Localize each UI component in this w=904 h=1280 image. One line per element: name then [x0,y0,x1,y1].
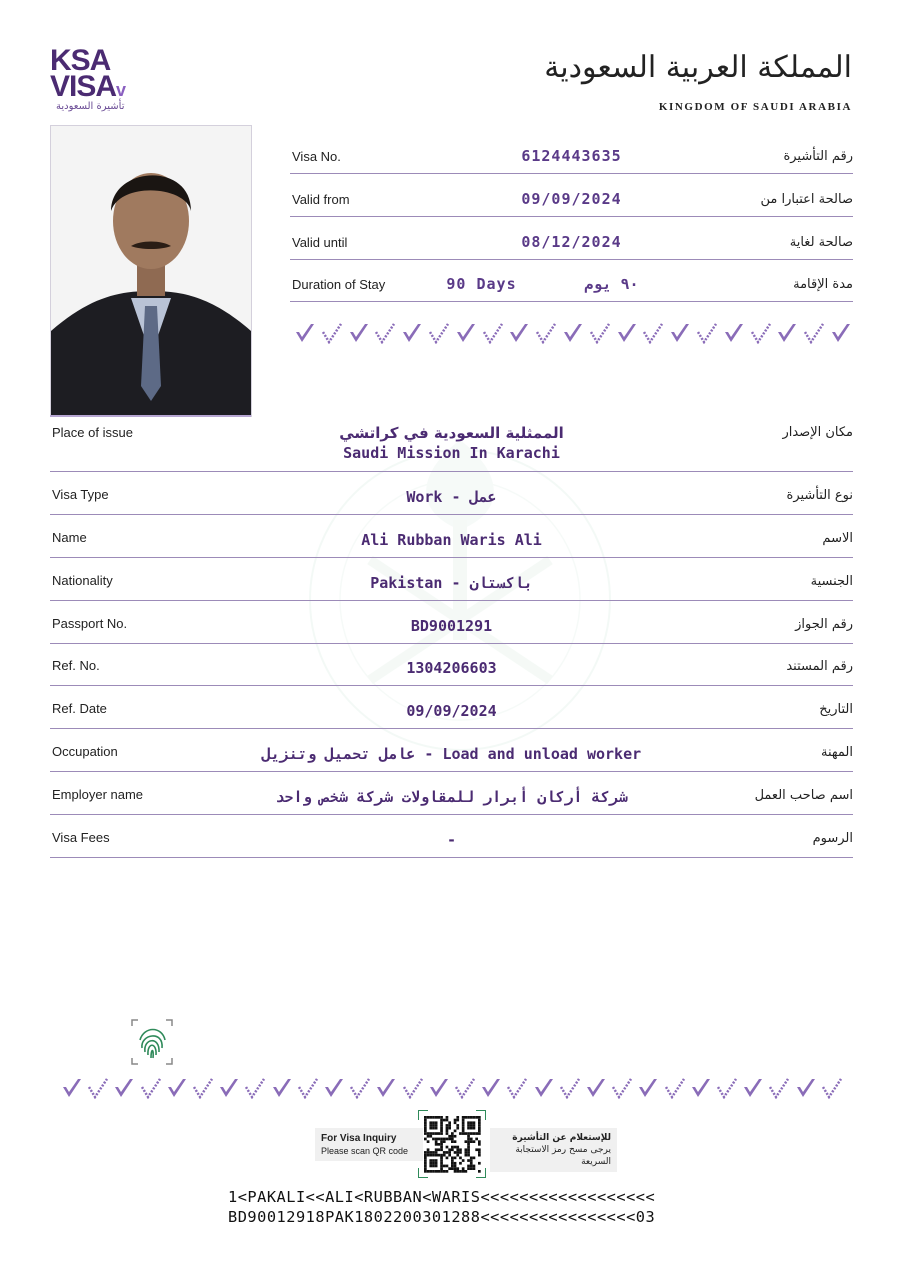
check-mark-icon [88,1077,108,1099]
ref-date-label-ar: التاريخ [819,702,853,717]
check-mark-icon [697,322,717,344]
occupation-row [50,729,853,772]
check-mark-icon [612,1077,632,1099]
check-mark-icon [350,1077,370,1099]
place-of-issue-row [50,420,853,472]
inquiry-box-en [315,1128,423,1161]
kingdom-english-title: KINGDOM OF SAUDI ARABIA [658,101,852,113]
qr-code-icon[interactable] [418,1110,486,1178]
check-mark-icon [796,1077,816,1099]
valid-from-value: 09/09/2024 [521,190,622,208]
check-mark-icon [349,322,369,344]
occupation-label: Occupation [52,744,118,759]
check-mark-icon [638,1077,658,1099]
check-mark-icon [769,1077,789,1099]
check-mark-icon [483,322,503,344]
ref-no-label-ar: رقم المستند [786,659,853,674]
visa-fees-label: Visa Fees [52,830,110,845]
check-mark-icon [429,1077,449,1099]
name-label-ar: الاسم [822,531,853,546]
visa-type-value: Work - عمل [406,488,497,506]
check-mark-icon [743,1077,763,1099]
check-mark-icon [376,1077,396,1099]
visa-fees-value: - [446,831,457,849]
duration-label-ar: مدة الإقامة [793,277,853,292]
check-mark-icon [298,1077,318,1099]
mrz-line-1: 1<PAKALI<<ALI<RUBBAN<WARIS<<<<<<<<<<<<<<<<<< [228,1188,656,1206]
duration-value: 90 Days [446,275,517,293]
place-of-issue-label: Place of issue [52,425,133,440]
check-mark-icon [375,322,395,344]
place-of-issue-label-ar: مكان الإصدار [782,425,853,440]
ksa-logo-line2: VISA [50,70,117,103]
check-mark-icon [643,322,663,344]
check-mark-icon [563,322,583,344]
inquiry-sub-en: Please scan QR code [321,1146,409,1156]
check-mark-icon [403,1077,423,1099]
check-mark-icon [272,1077,292,1099]
visa-fees-row [50,815,853,858]
ref-no-label: Ref. No. [52,658,100,673]
place-of-issue-value-ar: الممثلية السعودية في كراتشي [339,424,564,442]
check-mark-icon [717,1077,737,1099]
visa-type-row [50,472,853,515]
passport-row [50,601,853,644]
nationality-value: Pakistan - باكستان [370,574,533,592]
visa-number-label: Visa No. [292,149,341,164]
check-mark-icon [295,322,315,344]
check-strip-top [295,322,851,344]
check-mark-icon [751,322,771,344]
check-mark-icon [804,322,824,344]
check-mark-icon [586,1077,606,1099]
check-mark-icon [456,322,476,344]
duration-value-ar: ٩٠ يوم [584,275,639,293]
check-mark-icon [507,1077,527,1099]
check-mark-icon [560,1077,580,1099]
check-mark-icon [322,322,342,344]
visa-number-label-ar: رقم التأشيرة [783,149,853,164]
ksa-visa-logo: KSA VISAv [50,44,126,103]
passport-value: BD9001291 [410,617,493,635]
check-mark-icon [167,1077,187,1099]
photo-divider [50,415,251,417]
check-mark-icon [536,322,556,344]
check-mark-icon [141,1077,161,1099]
holder-photo [50,125,252,417]
check-mark-icon [831,322,851,344]
check-mark-icon [114,1077,134,1099]
valid-until-label-ar: صالحة لغاية [789,235,853,250]
name-label: Name [52,530,87,545]
employer-label-ar: اسم صاحب العمل [754,788,853,803]
valid-from-row [290,174,853,217]
duration-label: Duration of Stay [292,277,386,292]
check-mark-icon [429,322,449,344]
duration-row [290,259,853,302]
check-mark-icon [481,1077,501,1099]
ksa-logo-line1: KSA [50,44,111,77]
ksa-logo-subtitle: تأشيرة السعودية [56,101,125,112]
employer-label: Employer name [52,787,144,802]
check-mark-icon [670,322,690,344]
employer-value: شركة أركان أبرار للمقاولات شركة شخص واحد [275,788,628,806]
visa-type-label: Visa Type [52,487,109,502]
valid-until-row [290,217,853,260]
passport-label-ar: رقم الجواز [795,617,853,632]
visa-fees-label-ar: الرسوم [812,831,853,846]
ref-no-value: 1304206603 [406,659,497,677]
check-mark-icon [402,322,422,344]
valid-until-label: Valid until [292,235,348,250]
check-mark-icon [509,322,529,344]
place-of-issue-value-en: Saudi Mission In Karachi [343,444,560,462]
valid-until-value: 08/12/2024 [521,233,622,251]
check-mark-icon [590,322,610,344]
kingdom-arabic-title: المملكة العربية السعودية [544,50,852,85]
check-mark-icon [193,1077,213,1099]
check-mark-icon [455,1077,475,1099]
ref-date-label: Ref. Date [52,701,107,716]
ref-no-row [50,643,853,686]
check-mark-icon [324,1077,344,1099]
name-row [50,515,853,558]
check-mark-icon [617,322,637,344]
check-mark-icon [724,322,744,344]
mrz-line-2: BD90012918PAK1802200301288<<<<<<<<<<<<<<<<03 [228,1208,656,1226]
check-mark-icon [777,322,797,344]
employer-row [50,772,853,815]
nationality-row [50,558,853,601]
inquiry-sub-ar: يرجى مسح رمز الاستجابة السريعة [515,1145,611,1167]
check-mark-icon [665,1077,685,1099]
visa-number-row [290,131,853,174]
check-mark-icon [219,1077,239,1099]
check-mark-icon [62,1077,82,1099]
inquiry-title-ar: للإستعلام عن التأشيرة [512,1133,611,1143]
nationality-label-ar: الجنسية [810,574,853,589]
occupation-label-ar: المهنة [821,745,853,760]
name-value: Ali Rubban Waris Ali [361,531,542,549]
fingerprint-icon [130,1018,174,1066]
nationality-label: Nationality [52,573,113,588]
occupation-value: عامل تحميل وتنزيل - Load and unload worker [261,745,642,763]
valid-from-label: Valid from [292,192,350,207]
valid-from-label-ar: صالحة اعتبارا من [760,192,853,207]
visa-type-label-ar: نوع التأشيرة [786,488,853,503]
check-mark-icon [691,1077,711,1099]
check-strip-bottom [62,1077,842,1099]
check-mark-icon [534,1077,554,1099]
visa-number-value: 6124443635 [521,147,622,165]
check-mark-icon [822,1077,842,1099]
ref-date-value: 09/09/2024 [406,702,497,720]
inquiry-box-ar [490,1128,617,1172]
inquiry-title-en: For Visa Inquiry [321,1133,397,1144]
check-mark-icon [245,1077,265,1099]
ref-date-row [50,686,853,729]
passport-label: Passport No. [52,616,128,631]
